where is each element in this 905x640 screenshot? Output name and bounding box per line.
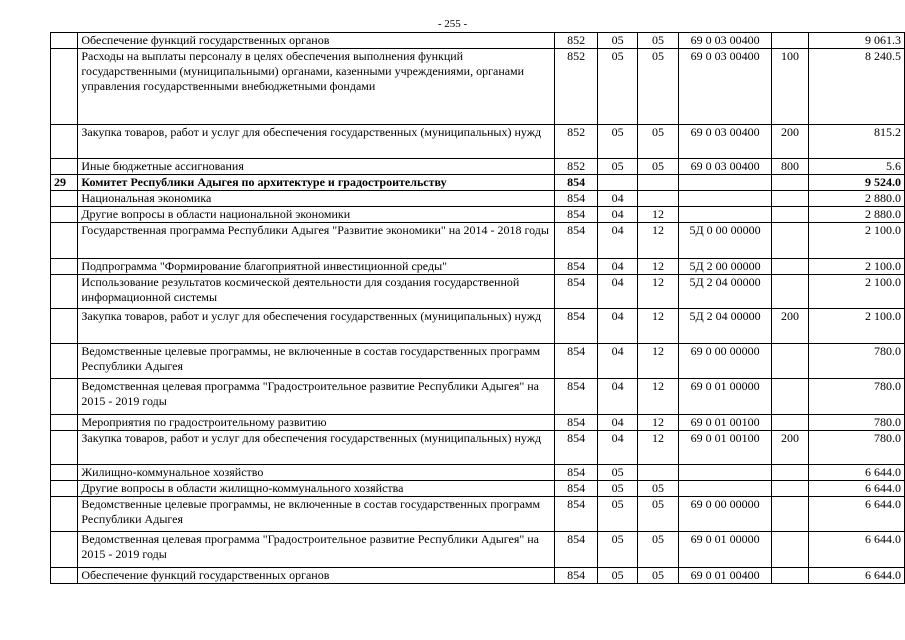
amount-cell: 8 240.5 — [808, 49, 904, 125]
amount-cell: 6 644.0 — [808, 481, 904, 497]
amount-cell: 9 061.3 — [808, 33, 904, 49]
ministry-code-cell: 854 — [555, 223, 598, 259]
ministry-code-cell: 854 — [555, 309, 598, 344]
amount-cell: 6 644.0 — [808, 497, 904, 532]
ministry-code-cell: 852 — [555, 49, 598, 125]
expense-type-cell — [772, 379, 808, 415]
row-number-cell — [51, 49, 78, 125]
expense-type-cell — [772, 497, 808, 532]
target-article-cell: 5Д 2 04 00000 — [678, 275, 772, 309]
table-row — [51, 259, 905, 275]
ministry-code-cell: 852 — [555, 125, 598, 159]
subsection-code-cell — [638, 191, 678, 207]
row-number-cell: 29 — [51, 175, 78, 191]
subsection-code-cell: 12 — [638, 415, 678, 431]
subsection-code-cell: 12 — [638, 259, 678, 275]
ministry-code-cell: 854 — [555, 207, 598, 223]
item-name-cell: Жилищно-коммунальное хозяйство — [78, 465, 555, 481]
target-article-cell — [678, 175, 772, 191]
table-body — [51, 33, 905, 584]
expense-type-cell — [772, 275, 808, 309]
ministry-code-cell: 854 — [555, 431, 598, 465]
amount-cell: 2 100.0 — [808, 275, 904, 309]
row-number-cell — [51, 481, 78, 497]
row-number-cell — [51, 275, 78, 309]
ministry-code-cell: 854 — [555, 568, 598, 584]
ministry-code-cell: 852 — [555, 159, 598, 175]
ministry-code-cell: 854 — [555, 259, 598, 275]
table-row — [51, 344, 905, 379]
expense-type-cell — [772, 223, 808, 259]
target-article-cell — [678, 207, 772, 223]
item-name-cell: Национальная экономика — [78, 191, 555, 207]
section-code-cell: 04 — [597, 415, 637, 431]
subsection-code-cell: 12 — [638, 207, 678, 223]
subsection-code-cell: 12 — [638, 431, 678, 465]
amount-cell: 815.2 — [808, 125, 904, 159]
subsection-code-cell: 12 — [638, 309, 678, 344]
expense-type-cell — [772, 415, 808, 431]
item-name-cell: Государственная программа Республики Адыгея "Развитие экономики" на 2014 - 2018 годы — [78, 223, 555, 259]
section-code-cell: 05 — [597, 33, 637, 49]
table-row — [51, 481, 905, 497]
target-article-cell: 69 0 01 00000 — [678, 532, 772, 568]
section-code-cell: 04 — [597, 207, 637, 223]
subsection-code-cell — [638, 175, 678, 191]
row-number-cell — [51, 379, 78, 415]
table-row — [51, 125, 905, 159]
table-row — [51, 49, 905, 125]
expense-type-cell — [772, 33, 808, 49]
subsection-code-cell: 05 — [638, 159, 678, 175]
section-code-cell: 05 — [597, 125, 637, 159]
ministry-code-cell: 854 — [555, 481, 598, 497]
target-article-cell: 69 0 03 00400 — [678, 125, 772, 159]
target-article-cell: 69 0 00 00000 — [678, 344, 772, 379]
subsection-code-cell: 05 — [638, 33, 678, 49]
table-row — [51, 33, 905, 49]
target-article-cell: 69 0 01 00000 — [678, 379, 772, 415]
expense-type-cell — [772, 532, 808, 568]
ministry-code-cell: 852 — [555, 33, 598, 49]
table-row — [51, 379, 905, 415]
section-code-cell: 04 — [597, 344, 637, 379]
table-row — [51, 159, 905, 175]
row-number-cell — [51, 497, 78, 532]
subsection-code-cell: 05 — [638, 532, 678, 568]
target-article-cell: 69 0 03 00400 — [678, 159, 772, 175]
amount-cell: 6 644.0 — [808, 532, 904, 568]
item-name-cell: Закупка товаров, работ и услуг для обеспечения государственных (муниципальных) нужд — [78, 309, 555, 344]
table-row — [51, 497, 905, 532]
target-article-cell: 69 0 01 00100 — [678, 431, 772, 465]
expense-type-cell: 200 — [772, 431, 808, 465]
item-name-cell: Подпрограмма "Формирование благоприятной инвестиционной среды" — [78, 259, 555, 275]
ministry-code-cell: 854 — [555, 465, 598, 481]
row-number-cell — [51, 431, 78, 465]
table-row — [51, 431, 905, 465]
item-name-cell: Иные бюджетные ассигнования — [78, 159, 555, 175]
ministry-code-cell: 854 — [555, 344, 598, 379]
section-code-cell: 05 — [597, 49, 637, 125]
amount-cell: 2 100.0 — [808, 259, 904, 275]
budget-table — [50, 32, 905, 584]
subsection-code-cell: 12 — [638, 223, 678, 259]
section-code-cell: 04 — [597, 223, 637, 259]
item-name-cell: Обеспечение функций государственных органов — [78, 568, 555, 584]
ministry-code-cell: 854 — [555, 275, 598, 309]
item-name-cell: Другие вопросы в области национальной экономики — [78, 207, 555, 223]
subsection-code-cell: 05 — [638, 497, 678, 532]
row-number-cell — [51, 568, 78, 584]
item-name-cell: Другие вопросы в области жилищно-коммунального хозяйства — [78, 481, 555, 497]
target-article-cell: 5Д 2 04 00000 — [678, 309, 772, 344]
section-code-cell: 05 — [597, 568, 637, 584]
target-article-cell — [678, 465, 772, 481]
expense-type-cell — [772, 344, 808, 379]
item-name-cell: Закупка товаров, работ и услуг для обеспечения государственных (муниципальных) нужд — [78, 125, 555, 159]
table-row — [51, 191, 905, 207]
item-name-cell: Ведомственная целевая программа "Градостроительное развитие Республики Адыгея" на 2015 - 2019 годы — [78, 379, 555, 415]
item-name-cell: Закупка товаров, работ и услуг для обеспечения государственных (муниципальных) нужд — [78, 431, 555, 465]
section-code-cell: 05 — [597, 465, 637, 481]
expense-type-cell: 200 — [772, 309, 808, 344]
item-name-cell: Расходы на выплаты персоналу в целях обеспечения выполнения функций государственными (муниципальными) органами, казенными учреждениями, органами управления государственными внебюджетными фондами — [78, 49, 555, 125]
table-row — [51, 568, 905, 584]
row-number-cell — [51, 207, 78, 223]
amount-cell: 2 880.0 — [808, 191, 904, 207]
item-name-cell: Ведомственная целевая программа "Градостроительное развитие Республики Адыгея" на 2015 - 2019 годы — [78, 532, 555, 568]
row-number-cell — [51, 415, 78, 431]
ministry-code-cell: 854 — [555, 497, 598, 532]
row-number-cell — [51, 532, 78, 568]
row-number-cell — [51, 125, 78, 159]
row-number-cell — [51, 33, 78, 49]
amount-cell: 2 100.0 — [808, 309, 904, 344]
section-code-cell: 04 — [597, 191, 637, 207]
target-article-cell — [678, 191, 772, 207]
target-article-cell: 69 0 01 00100 — [678, 415, 772, 431]
ministry-code-cell: 854 — [555, 175, 598, 191]
subsection-code-cell: 05 — [638, 568, 678, 584]
subsection-code-cell — [638, 465, 678, 481]
expense-type-cell — [772, 259, 808, 275]
expense-type-cell — [772, 207, 808, 223]
subsection-code-cell: 12 — [638, 379, 678, 415]
ministry-code-cell: 854 — [555, 532, 598, 568]
section-code-cell: 05 — [597, 497, 637, 532]
ministry-code-cell: 854 — [555, 415, 598, 431]
table-row — [51, 532, 905, 568]
expense-type-cell: 100 — [772, 49, 808, 125]
item-name-cell: Мероприятия по градостроительному развитию — [78, 415, 555, 431]
item-name-cell: Использование результатов космической деятельности для создания государственной информационной системы — [78, 275, 555, 309]
expense-type-cell: 800 — [772, 159, 808, 175]
item-name-cell: Комитет Республики Адыгея по архитектуре и градостроительству — [78, 175, 555, 191]
subsection-code-cell: 05 — [638, 125, 678, 159]
section-code-cell — [597, 175, 637, 191]
target-article-cell: 69 0 00 00000 — [678, 497, 772, 532]
section-code-cell: 05 — [597, 532, 637, 568]
section-code-cell: 04 — [597, 379, 637, 415]
item-name-cell: Ведомственные целевые программы, не включенные в состав государственных программ Республики Адыгея — [78, 497, 555, 532]
row-number-cell — [51, 465, 78, 481]
section-code-cell: 04 — [597, 431, 637, 465]
ministry-code-cell: 854 — [555, 191, 598, 207]
amount-cell: 9 524.0 — [808, 175, 904, 191]
table-row — [51, 309, 905, 344]
amount-cell: 2 880.0 — [808, 207, 904, 223]
amount-cell: 5.6 — [808, 159, 904, 175]
amount-cell: 6 644.0 — [808, 465, 904, 481]
target-article-cell: 5Д 0 00 00000 — [678, 223, 772, 259]
target-article-cell: 5Д 2 00 00000 — [678, 259, 772, 275]
table-row — [51, 207, 905, 223]
amount-cell: 780.0 — [808, 379, 904, 415]
amount-cell: 6 644.0 — [808, 568, 904, 584]
subsection-code-cell: 05 — [638, 481, 678, 497]
target-article-cell — [678, 481, 772, 497]
section-code-cell: 04 — [597, 309, 637, 344]
row-number-cell — [51, 344, 78, 379]
expense-type-cell — [772, 465, 808, 481]
subsection-code-cell: 12 — [638, 344, 678, 379]
expense-type-cell — [772, 568, 808, 584]
amount-cell: 780.0 — [808, 344, 904, 379]
table-row — [51, 465, 905, 481]
row-number-cell — [51, 259, 78, 275]
section-code-cell: 05 — [597, 481, 637, 497]
target-article-cell: 69 0 03 00400 — [678, 33, 772, 49]
target-article-cell: 69 0 03 00400 — [678, 49, 772, 125]
row-number-cell — [51, 309, 78, 344]
item-name-cell: Ведомственные целевые программы, не включенные в состав государственных программ Республики Адыгея — [78, 344, 555, 379]
section-code-cell: 04 — [597, 275, 637, 309]
amount-cell: 2 100.0 — [808, 223, 904, 259]
table-row — [51, 175, 905, 191]
row-number-cell — [51, 191, 78, 207]
row-number-cell — [51, 159, 78, 175]
ministry-code-cell: 854 — [555, 379, 598, 415]
table-row — [51, 275, 905, 309]
target-article-cell: 69 0 01 00400 — [678, 568, 772, 584]
amount-cell: 780.0 — [808, 431, 904, 465]
page-number: - 255 - — [437, 18, 468, 30]
section-code-cell: 05 — [597, 159, 637, 175]
item-name-cell: Обеспечение функций государственных органов — [78, 33, 555, 49]
subsection-code-cell: 12 — [638, 275, 678, 309]
section-code-cell: 04 — [597, 259, 637, 275]
row-number-cell — [51, 223, 78, 259]
expense-type-cell — [772, 175, 808, 191]
expense-type-cell — [772, 191, 808, 207]
expense-type-cell: 200 — [772, 125, 808, 159]
table-row — [51, 223, 905, 259]
subsection-code-cell: 05 — [638, 49, 678, 125]
table-row — [51, 415, 905, 431]
amount-cell: 780.0 — [808, 415, 904, 431]
expense-type-cell — [772, 481, 808, 497]
